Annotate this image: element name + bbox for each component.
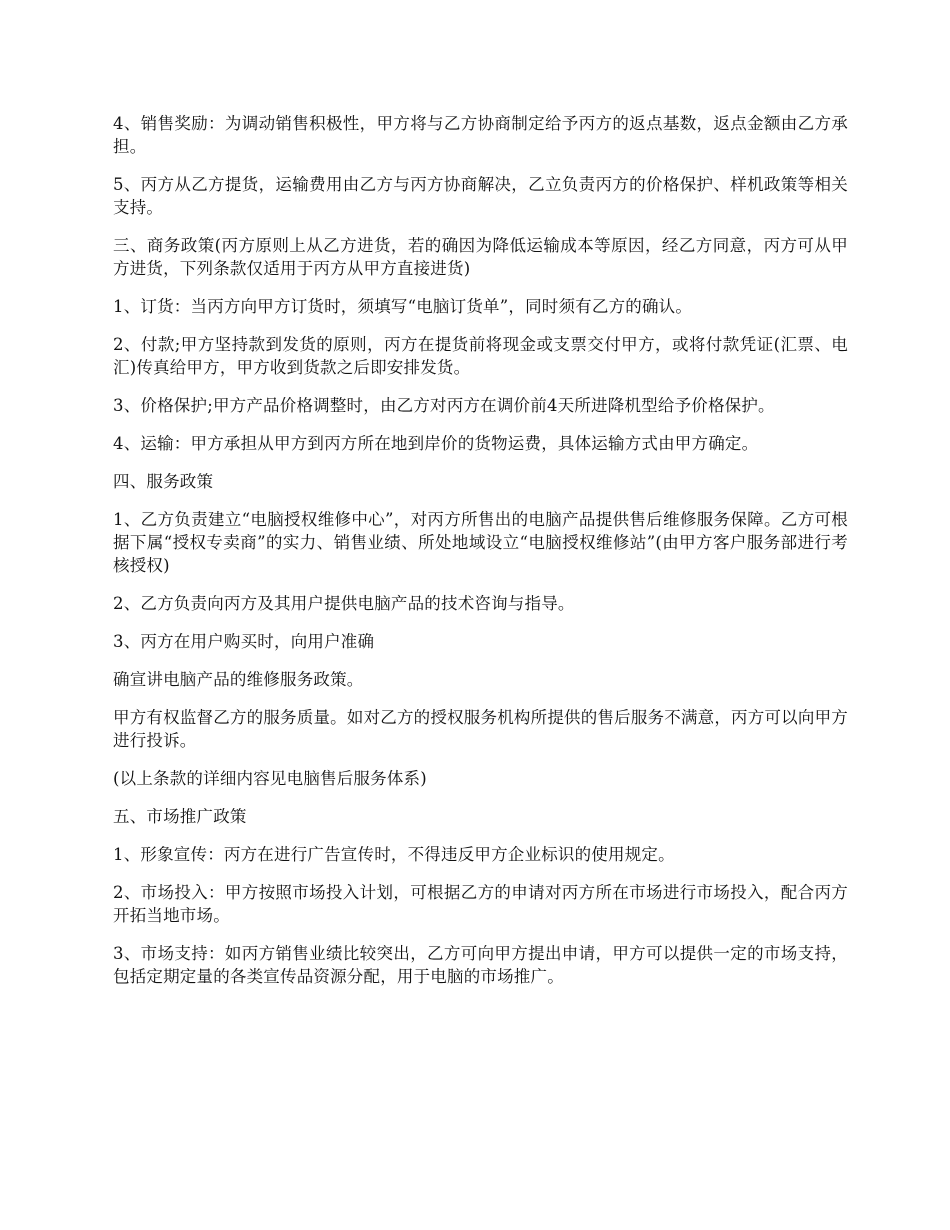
paragraph-pickup-shipping: 5、丙方从乙方提货，运输费用由乙方与丙方协商解决，乙立负责丙方的价格保护、样机政策等相关支持。 — [113, 175, 848, 217]
section-heading-marketing-policy: 五、市场推广政策 — [113, 807, 247, 826]
section-heading-service-policy: 四、服务政策 — [113, 472, 214, 491]
paragraph-service-supervision: 甲方有权监督乙方的服务质量。如对乙方的授权服务机构所提供的售后服务不满意，丙方可以向甲方进行投诉。 — [113, 708, 848, 750]
paragraph-image-promotion: 1、形象宣传：丙方在进行广告宣传时，不得违反甲方企业标识的使用规定。 — [113, 845, 675, 864]
paragraph-price-protection: 3、价格保护;甲方产品价格调整时，由乙方对丙方在调价前4天所进降机型给予价格保护。 — [113, 396, 775, 415]
paragraph-market-support: 3、市场支持：如丙方销售业绩比较突出，乙方可向甲方提出申请，甲方可以提供一定的市场支持，包括定期定量的各类宣传品资源分配，用于电脑的市场推广。 — [113, 944, 848, 986]
paragraph-tech-support: 2、乙方负责向丙方及其用户提供电脑产品的技术咨询与指导。 — [113, 594, 575, 613]
paragraph-user-purchase: 3、丙方在用户购买时，向用户准确 — [113, 632, 375, 651]
section-heading-business-policy: 三、商务政策(丙方原则上从乙方进货，若的确因为降低运输成本等原因，经乙方同意，丙方可从甲方进货，下列条款仅适用于丙方从甲方直接进货) — [113, 236, 848, 278]
paragraph-payment: 2、付款;甲方坚持款到发货的原则，丙方在提货前将现金或支票交付甲方，或将付款凭证(汇票、电汇)传真给甲方，甲方收到货款之后即安排发货。 — [113, 335, 848, 377]
paragraph-service-reference: (以上条款的详细内容见电脑售后服务体系) — [113, 769, 427, 788]
paragraph-repair-center: 1、乙方负责建立“电脑授权维修中心”，对丙方所售出的电脑产品提供售后维修服务保障。乙方可根据下属“授权专卖商”的实力、销售业绩、所处地域设立“电脑授权维修站”(由甲方客户服务部进行考核授权) — [113, 510, 848, 575]
paragraph-repair-policy: 确宣讲电脑产品的维修服务政策。 — [113, 670, 364, 689]
paragraph-transport: 4、运输：甲方承担从甲方到丙方所在地到岸价的货物运费，具体运输方式由甲方确定。 — [113, 434, 759, 453]
paragraph-market-investment: 2、市场投入：甲方按照市场投入计划，可根据乙方的申请对丙方所在市场进行市场投入，配合丙方开拓当地市场。 — [113, 883, 848, 925]
paragraph-ordering: 1、订货：当丙方向甲方订货时，须填写“电脑订货单”，同时须有乙方的确认。 — [113, 297, 693, 316]
paragraph-sales-reward: 4、销售奖励：为调动销售积极性，甲方将与乙方协商制定给予丙方的返点基数，返点金额由乙方承担。 — [113, 114, 848, 156]
document-body — [113, 112, 848, 1003]
